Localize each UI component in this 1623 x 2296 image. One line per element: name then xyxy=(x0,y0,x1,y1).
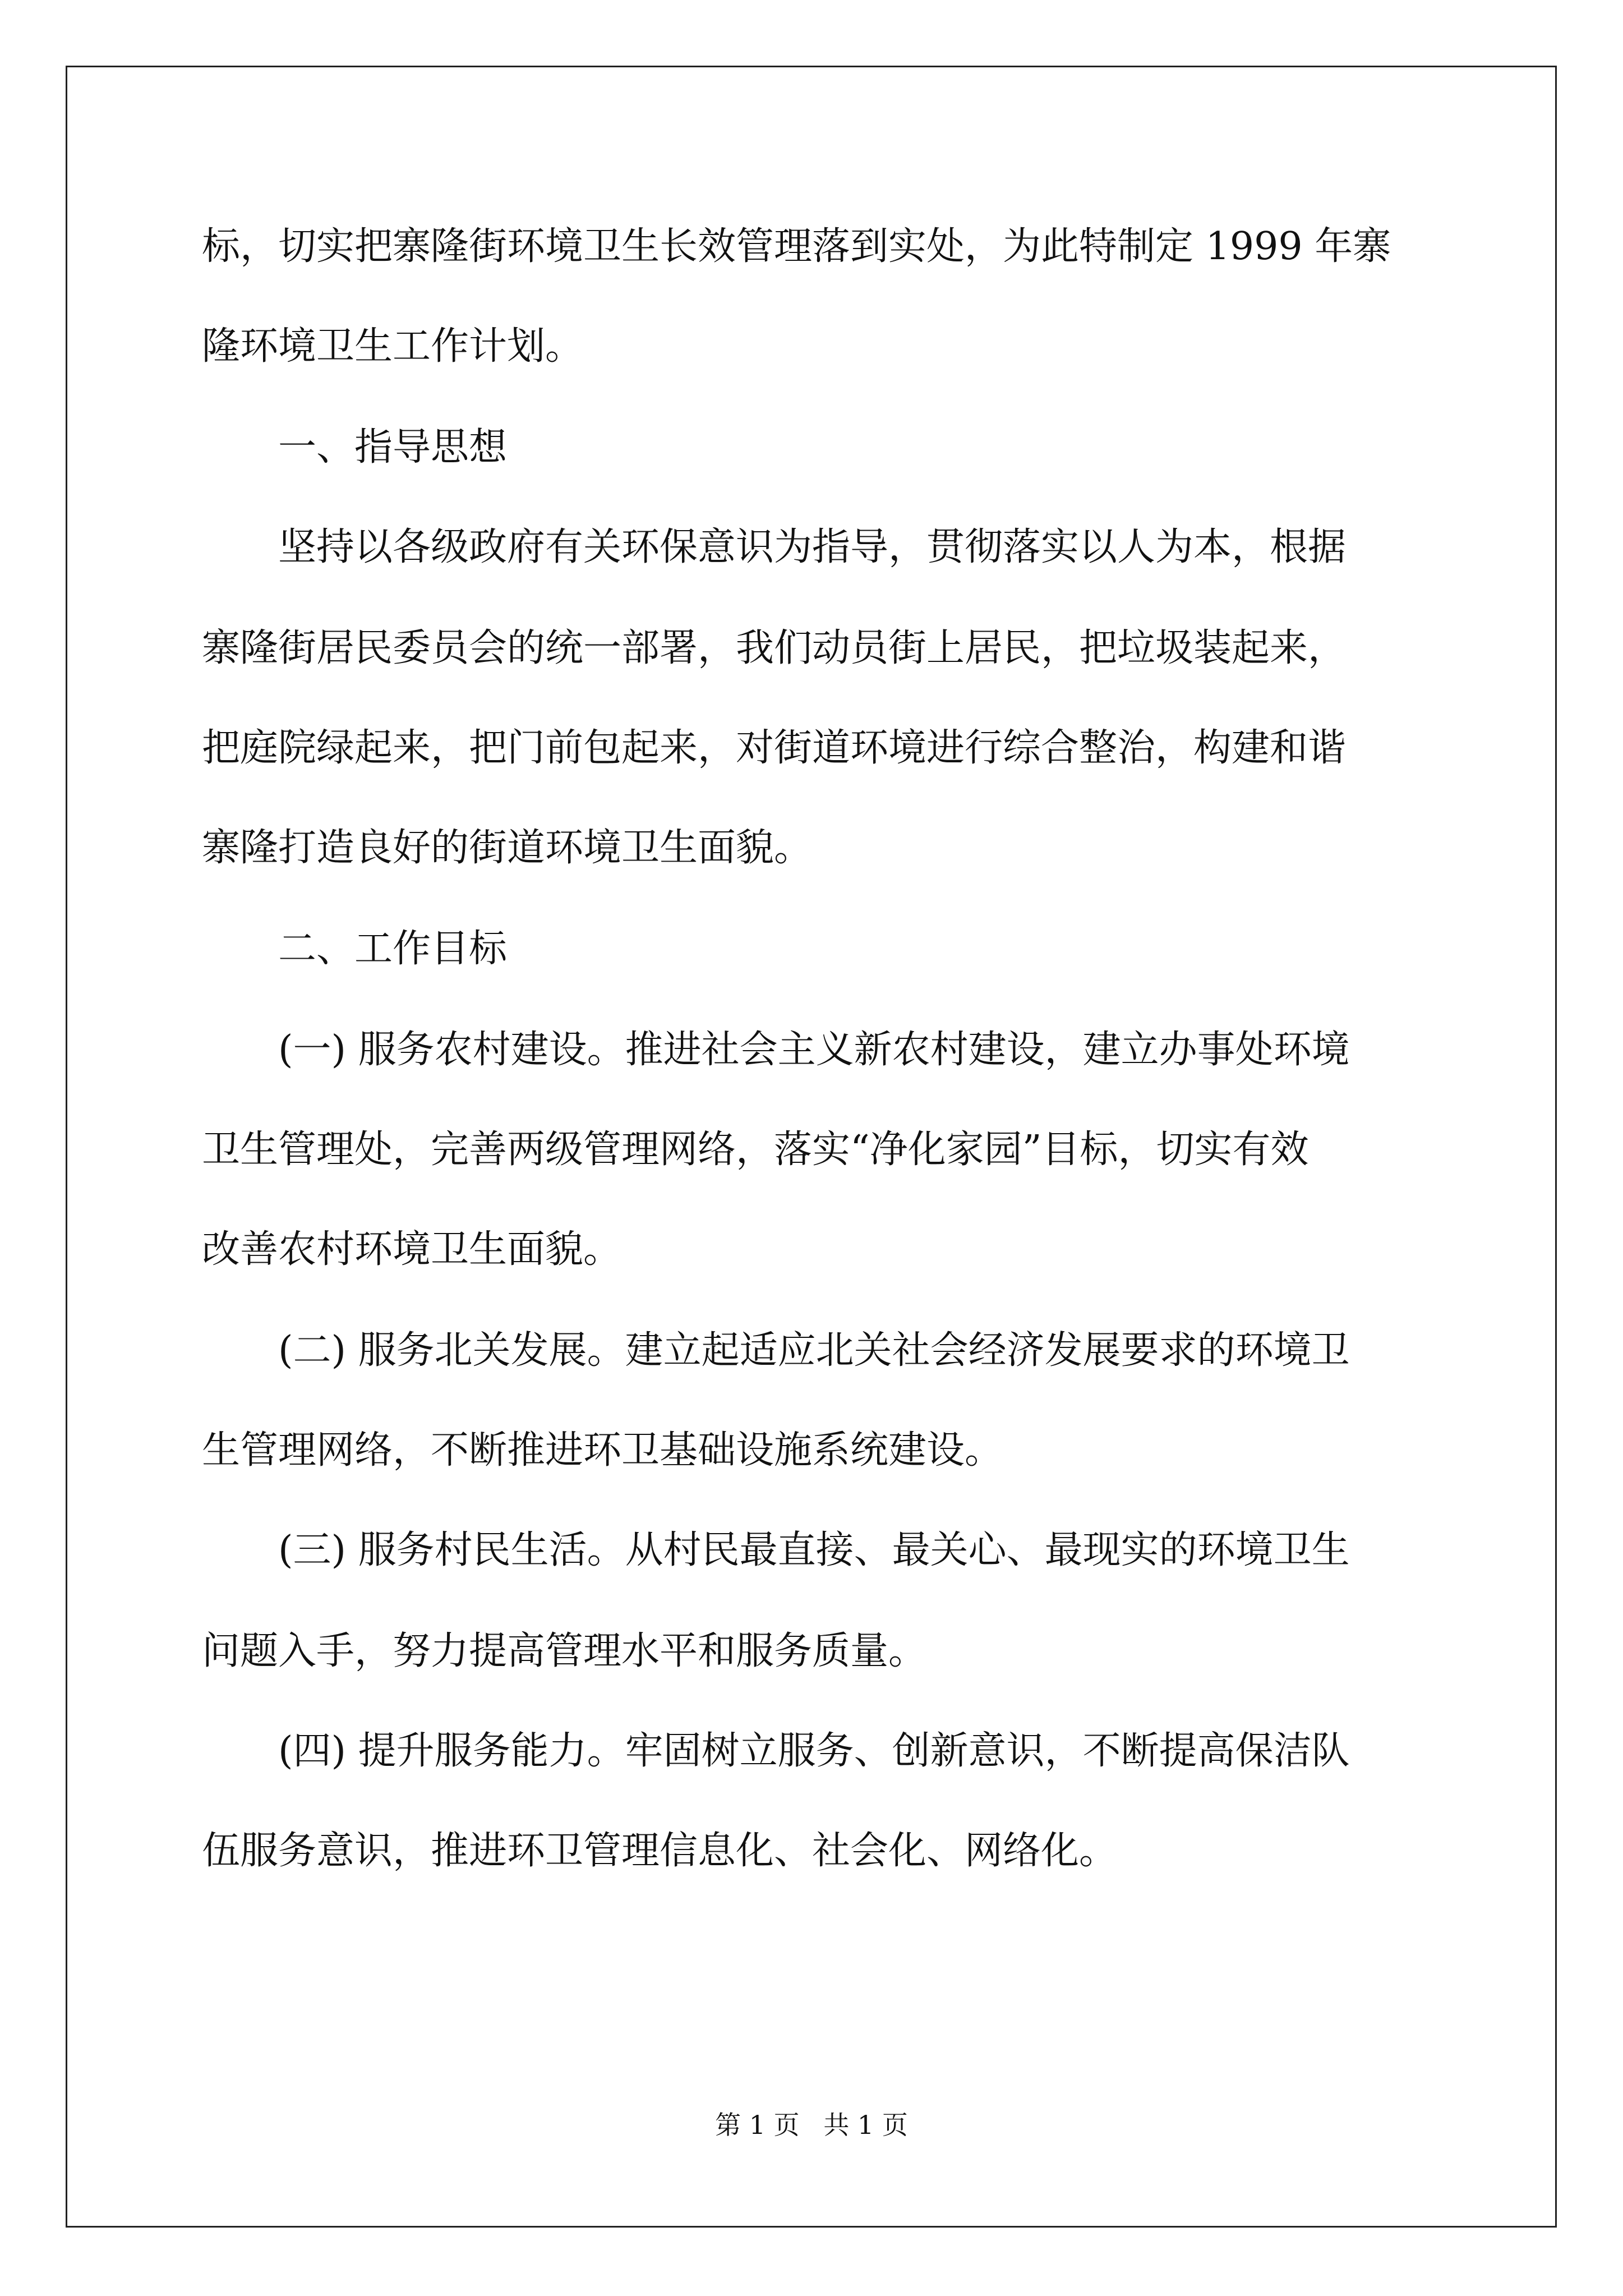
body-line: (一) 服务农村建设。推进社会主义新农村建设，建立办事处环境 xyxy=(278,1028,1350,1072)
body-line: 改善农村环境卫生面貌。 xyxy=(202,1227,622,1272)
body-line: (四) 提升服务能力。牢固树立服务、创新意识，不断提高保洁队 xyxy=(278,1729,1350,1773)
body-line: 标，切实把寨隆街环境卫生长效管理落到实处，为此特制定 1999 年寨 xyxy=(202,224,1391,269)
page-count: 共 1 页 xyxy=(823,2110,908,2140)
body-line: 卫生管理处，完善两级管理网络，落实“净化家园”目标，切实有效 xyxy=(202,1128,1309,1172)
body-line: (三) 服务村民生活。从村民最直接、最关心、最现实的环境卫生 xyxy=(278,1528,1350,1572)
page-footer xyxy=(0,2108,1623,2142)
body-line: 生管理网络，不断推进环卫基础设施系统建设。 xyxy=(202,1428,1003,1473)
body-line: 寨隆街居民委员会的统一部署，我们动员街上居民，把垃圾装起来， xyxy=(202,626,1347,670)
body-line: (二) 服务北关发展。建立起适应北关社会经济发展要求的环境卫 xyxy=(278,1328,1350,1373)
body-line: 寨隆打造良好的街道环境卫生面貌。 xyxy=(202,826,813,870)
body-line: 问题入手，努力提高管理水平和服务质量。 xyxy=(202,1629,927,1673)
section-heading: 二、工作目标 xyxy=(278,927,508,971)
body-line: 坚持以各级政府有关环保意识为指导，贯彻落实以人为本，根据 xyxy=(278,525,1347,569)
body-line: 隆环境卫生工作计划。 xyxy=(202,324,584,369)
page-number: 第 1 页 xyxy=(715,2110,800,2140)
section-heading: 一、指导思想 xyxy=(278,425,508,470)
body-line: 把庭院绿起来，把门前包起来，对街道环境进行综合整治，构建和谐 xyxy=(202,726,1347,770)
body-line: 伍服务意识，推进环卫管理信息化、社会化、网络化。 xyxy=(202,1829,1118,1873)
